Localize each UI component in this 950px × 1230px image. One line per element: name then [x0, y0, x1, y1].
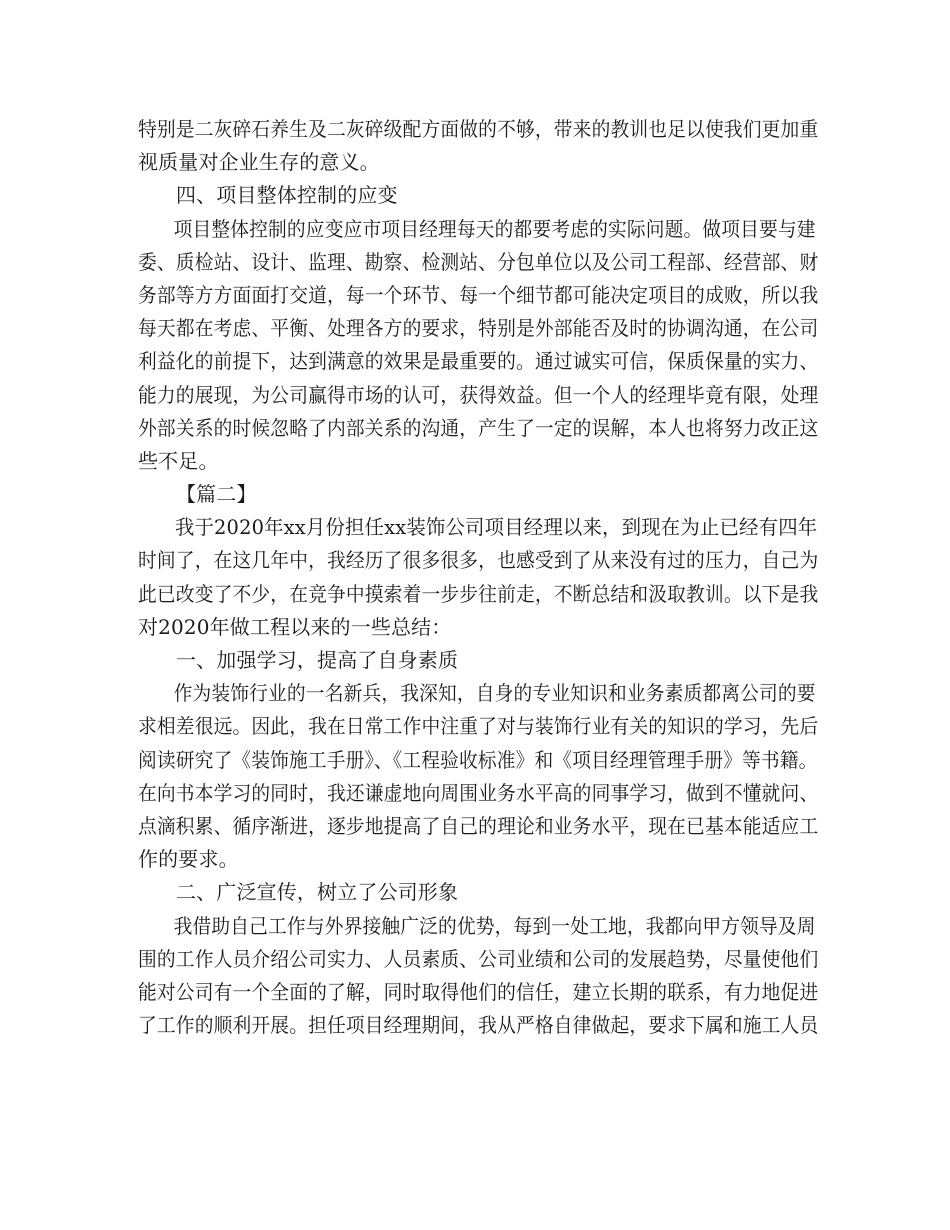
text-line: 我借助自己工作与外界接触广泛的优势，每到一处工地，我都向甲方领导及周	[173, 913, 816, 938]
text-line: 委、质检站、设计、监理、勘察、检测站、分包单位以及公司工程部、经营部、财	[138, 249, 819, 274]
text-line: 作为装饰行业的一名新兵，我深知，自身的专业知识和业务素质都离公司的要	[173, 681, 816, 706]
text-line: 【篇二】	[176, 482, 257, 507]
text-line: 利益化的前提下，达到满意的效果是最重要的。通过诚实可信，保质保量的实力、	[138, 349, 819, 374]
text-line: 一、加强学习，提高了自身素质	[176, 648, 459, 672]
text-line: 了工作的顺利开展。担任项目经理期间，我从严格自律做起，要求下属和施工人员	[138, 1013, 819, 1038]
text-line: 围的工作人员介绍公司实力、人员素质、公司业绩和公司的发展趋势，尽量使他们	[138, 946, 819, 971]
text-line: 在向书本学习的同时，我还谦虚地向周围业务水平高的同事学习，做到不懂就问、	[138, 780, 819, 805]
text-line: 特别是二灰碎石养生及二灰碎级配方面做的不够，带来的教训也足以使我们更加重	[138, 117, 819, 141]
text-line: 二、广泛宣传，树立了公司形象	[176, 880, 459, 905]
text-line: 些不足。	[138, 448, 219, 473]
text-line: 我于2020年xx月份担任xx装饰公司项目经理以来，到现在为止已经有四年	[174, 515, 818, 540]
text-line: 四、项目整体控制的应变	[176, 183, 398, 208]
text-line: 对2020年做工程以来的一些总结：	[138, 614, 452, 639]
document-body	[138, 113, 818, 1042]
text-line: 此已改变了不少，在竞争中摸索着一步步往前走，不断总结和汲取教训。以下是我	[138, 581, 819, 606]
text-line: 项目整体控制的应变应市项目经理每天的都要考虑的实际问题。做项目要与建	[173, 216, 816, 241]
text-line: 点滴积累、循序渐进，逐步地提高了自己的理论和业务水平，现在已基本能适应工	[138, 813, 819, 838]
text-line: 外部关系的时候忽略了内部关系的沟通，产生了一定的误解，本人也将努力改正这	[138, 415, 819, 440]
text-line: 每天都在考虑、平衡、处理各方的要求，特别是外部能否及时的协调沟通，在公司	[138, 316, 819, 341]
text-line: 能力的展现，为公司赢得市场的认可，获得效益。但一个人的经理毕竟有限，处理	[138, 382, 819, 407]
text-line: 阅读研究了《装饰施工手册》、《工程验收标准》和《项目经理管理手册》等书籍。	[138, 747, 818, 772]
text-line: 求相差很远。因此，我在日常工作中注重了对与装饰行业有关的知识的学习，先后	[138, 714, 819, 739]
text-line: 作的要求。	[138, 847, 239, 872]
text-line: 务部等方方面面打交道，每一个环节、每一个细节都可能决定项目的成败，所以我	[138, 282, 819, 307]
text-line: 时间了，在这几年中，我经历了很多很多，也感受到了从来没有过的压力，自己为	[138, 548, 819, 573]
text-line: 视质量对企业生存的意义。	[138, 150, 380, 175]
text-line: 能对公司有一个全面的了解，同时取得他们的信任，建立长期的联系，有力地促进	[138, 979, 819, 1004]
